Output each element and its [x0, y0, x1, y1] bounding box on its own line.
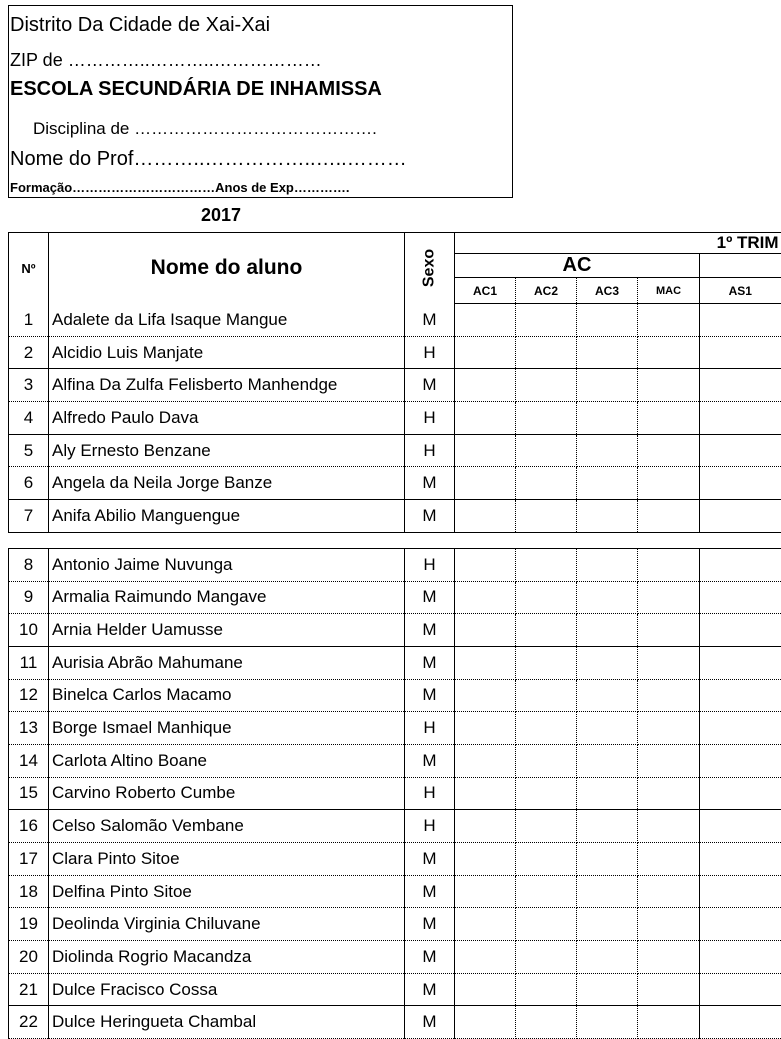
- grade-cell-ac3[interactable]: [577, 434, 638, 467]
- grade-cell-ac1[interactable]: [455, 744, 516, 777]
- grade-cell-ac1[interactable]: [455, 810, 516, 843]
- table-row: [9, 434, 781, 467]
- grade-cell-ac1[interactable]: [455, 1006, 516, 1039]
- grade-cell-ac1[interactable]: [455, 712, 516, 745]
- student-sex: H: [405, 434, 455, 467]
- grade-cell-mac[interactable]: [638, 777, 700, 810]
- student-sex: M: [405, 941, 455, 974]
- table-row: [9, 369, 781, 402]
- grade-cell-mac[interactable]: [638, 679, 700, 712]
- table-row: [9, 646, 781, 679]
- grade-cell-ac3[interactable]: [577, 941, 638, 974]
- row-number: 17: [9, 843, 49, 876]
- grade-cell-as1[interactable]: [700, 843, 781, 876]
- student-sex: M: [405, 973, 455, 1006]
- grade-cell-ac2[interactable]: [516, 810, 577, 843]
- grade-cell-ac3[interactable]: [577, 875, 638, 908]
- table-row: [9, 875, 781, 908]
- grade-cell-as1[interactable]: [700, 744, 781, 777]
- grade-cell-ac1[interactable]: [455, 679, 516, 712]
- row-number: 11: [9, 646, 49, 679]
- table-row: [9, 744, 781, 777]
- grade-cell-mac[interactable]: [638, 402, 700, 435]
- training-line: Formação……………………………Anos de Exp………….: [10, 180, 350, 195]
- grade-cell-ac3[interactable]: [577, 679, 638, 712]
- student-name: Anifa Abilio Manguengue: [49, 500, 405, 533]
- district-line: Distrito Da Cidade de Xai-Xai: [10, 14, 271, 36]
- grade-cell-ac3[interactable]: [577, 777, 638, 810]
- grade-cell-ac3[interactable]: [577, 810, 638, 843]
- grade-cell-ac1[interactable]: [455, 973, 516, 1006]
- year-label: 2017: [201, 205, 242, 225]
- student-sex: M: [405, 843, 455, 876]
- grade-cell-ac3[interactable]: [577, 843, 638, 876]
- student-name: Dulce Heringueta Chambal: [49, 1006, 405, 1039]
- table-row: [9, 581, 781, 614]
- student-name: Aurisia Abrão Mahumane: [49, 646, 405, 679]
- student-name: Aly Ernesto Benzane: [49, 434, 405, 467]
- grade-cell-as1[interactable]: [700, 679, 781, 712]
- row-number: 3: [9, 369, 49, 402]
- student-sex: H: [405, 402, 455, 435]
- grade-cell-as1[interactable]: [700, 614, 781, 647]
- student-name: Alfina Da Zulfa Felisberto Manhendge: [49, 369, 405, 402]
- grade-cell-as1[interactable]: [700, 304, 781, 337]
- grade-cell-ac3[interactable]: [577, 712, 638, 745]
- grade-cell-ac1[interactable]: [455, 646, 516, 679]
- grade-cell-as1[interactable]: [700, 712, 781, 745]
- subcol-ac3: AC3: [577, 278, 638, 304]
- student-sex: M: [405, 467, 455, 500]
- grade-cell-ac2[interactable]: [516, 467, 577, 500]
- row-number: 13: [9, 712, 49, 745]
- table-row: [9, 467, 781, 500]
- grade-cell-mac[interactable]: [638, 614, 700, 647]
- grade-cell-as1[interactable]: [700, 402, 781, 435]
- student-sex: H: [405, 810, 455, 843]
- grade-cell-ac2[interactable]: [516, 581, 577, 614]
- grade-cell-ac3[interactable]: [577, 548, 638, 581]
- student-grades-table: [8, 232, 781, 1039]
- grade-cell-ac1[interactable]: [455, 941, 516, 974]
- student-name: Binelca Carlos Macamo: [49, 679, 405, 712]
- grade-cell-ac2[interactable]: [516, 646, 577, 679]
- student-name: Alcidio Luis Manjate: [49, 336, 405, 369]
- grade-cell-mac[interactable]: [638, 646, 700, 679]
- student-name: Clara Pinto Sitoe: [49, 843, 405, 876]
- grade-cell-as1[interactable]: [700, 336, 781, 369]
- grade-cell-ac2[interactable]: [516, 744, 577, 777]
- zip-line: ZIP de …………..………..………………: [10, 50, 322, 70]
- grade-cell-ac3[interactable]: [577, 744, 638, 777]
- row-number: 19: [9, 908, 49, 941]
- grade-cell-ac3[interactable]: [577, 1006, 638, 1039]
- grade-cell-as1[interactable]: [700, 467, 781, 500]
- grade-cell-mac[interactable]: [638, 941, 700, 974]
- student-name: Carlota Altino Boane: [49, 744, 405, 777]
- grade-cell-as1[interactable]: [700, 875, 781, 908]
- student-name: Dulce Fracisco Cossa: [49, 973, 405, 1006]
- row-number: 7: [9, 500, 49, 533]
- student-sex: H: [405, 712, 455, 745]
- grade-cell-ac3[interactable]: [577, 467, 638, 500]
- grade-cell-ac3[interactable]: [577, 304, 638, 337]
- grade-cell-as1[interactable]: [700, 548, 781, 581]
- grade-cell-ac2[interactable]: [516, 336, 577, 369]
- grade-cell-ac2[interactable]: [516, 614, 577, 647]
- row-number: 12: [9, 679, 49, 712]
- table-row: [9, 500, 781, 533]
- grade-cell-ac3[interactable]: [577, 336, 638, 369]
- grade-cell-ac3[interactable]: [577, 581, 638, 614]
- student-name: Adalete da Lifa Isaque Mangue: [49, 304, 405, 337]
- discipline-line: Disciplina de …………………………………….: [33, 119, 377, 138]
- row-number: 9: [9, 581, 49, 614]
- table-row: [9, 336, 781, 369]
- grade-cell-ac2[interactable]: [516, 500, 577, 533]
- table-row: [9, 843, 781, 876]
- grade-cell-ac2[interactable]: [516, 777, 577, 810]
- teacher-line: Nome do Prof………..……………..…..………: [10, 148, 407, 170]
- grade-cell-ac1[interactable]: [455, 875, 516, 908]
- student-sex: M: [405, 369, 455, 402]
- student-name: Armalia Raimundo Mangave: [49, 581, 405, 614]
- grade-cell-mac[interactable]: [638, 973, 700, 1006]
- table-row: [9, 973, 781, 1006]
- grade-cell-ac1[interactable]: [455, 402, 516, 435]
- table-row: [9, 712, 781, 745]
- grade-cell-ac2[interactable]: [516, 973, 577, 1006]
- grade-cell-mac[interactable]: [638, 1006, 700, 1039]
- table-row: [9, 777, 781, 810]
- student-sex: M: [405, 581, 455, 614]
- student-sex: M: [405, 304, 455, 337]
- grade-cell-ac2[interactable]: [516, 304, 577, 337]
- subcol-as1: AS1: [700, 278, 781, 304]
- grade-cell-ac2[interactable]: [516, 679, 577, 712]
- ac-group-header: AC: [455, 254, 700, 278]
- grade-cell-as1[interactable]: [700, 941, 781, 974]
- grade-cell-as1[interactable]: [700, 434, 781, 467]
- term-header: 1º TRIM: [455, 233, 781, 254]
- student-sex: M: [405, 500, 455, 533]
- student-name: Arnia Helder Uamusse: [49, 614, 405, 647]
- grade-cell-ac2[interactable]: [516, 908, 577, 941]
- grade-cell-as1[interactable]: [700, 1006, 781, 1039]
- student-sex: H: [405, 336, 455, 369]
- row-number: 22: [9, 1006, 49, 1039]
- student-sex: M: [405, 744, 455, 777]
- grade-cell-ac2[interactable]: [516, 941, 577, 974]
- table-row: [9, 304, 781, 337]
- row-number: 20: [9, 941, 49, 974]
- grade-cell-as1[interactable]: [700, 500, 781, 533]
- grade-cell-mac[interactable]: [638, 467, 700, 500]
- student-sex: M: [405, 614, 455, 647]
- grade-cell-mac[interactable]: [638, 843, 700, 876]
- student-sex: H: [405, 777, 455, 810]
- grade-cell-ac3[interactable]: [577, 500, 638, 533]
- grade-cell-ac3[interactable]: [577, 614, 638, 647]
- grade-cell-ac1[interactable]: [455, 777, 516, 810]
- row-gap: [9, 532, 781, 548]
- row-number: 16: [9, 810, 49, 843]
- grade-cell-ac2[interactable]: [516, 843, 577, 876]
- grade-cell-mac[interactable]: [638, 810, 700, 843]
- row-gap-cell: [9, 532, 781, 548]
- grade-cell-ac1[interactable]: [455, 434, 516, 467]
- grade-cell-ac1[interactable]: [455, 908, 516, 941]
- grade-cell-ac1[interactable]: [455, 500, 516, 533]
- row-number: 15: [9, 777, 49, 810]
- grade-cell-ac2[interactable]: [516, 1006, 577, 1039]
- grade-cell-mac[interactable]: [638, 548, 700, 581]
- col-name-header: Nome do aluno: [49, 233, 405, 304]
- grade-cell-mac[interactable]: [638, 908, 700, 941]
- col-sex-label: Sexo: [420, 249, 438, 288]
- grade-cell-ac2[interactable]: [516, 402, 577, 435]
- row-number: 6: [9, 467, 49, 500]
- grade-cell-ac3[interactable]: [577, 908, 638, 941]
- grade-cell-as1[interactable]: [700, 973, 781, 1006]
- grade-cell-ac2[interactable]: [516, 369, 577, 402]
- grade-cell-mac[interactable]: [638, 304, 700, 337]
- grade-cell-ac1[interactable]: [455, 304, 516, 337]
- table-row: [9, 614, 781, 647]
- student-sex: M: [405, 875, 455, 908]
- student-sex: M: [405, 679, 455, 712]
- row-number: 21: [9, 973, 49, 1006]
- grade-cell-as1[interactable]: [700, 810, 781, 843]
- row-number: 14: [9, 744, 49, 777]
- table-row: [9, 908, 781, 941]
- grade-cell-ac2[interactable]: [516, 712, 577, 745]
- grade-cell-ac1[interactable]: [455, 369, 516, 402]
- grade-cell-ac3[interactable]: [577, 646, 638, 679]
- grade-cell-as1[interactable]: [700, 777, 781, 810]
- grade-cell-ac2[interactable]: [516, 548, 577, 581]
- student-name: Diolinda Rogrio Macandza: [49, 941, 405, 974]
- grade-cell-ac1[interactable]: [455, 467, 516, 500]
- grade-cell-ac1[interactable]: [455, 548, 516, 581]
- grade-cell-mac[interactable]: [638, 434, 700, 467]
- subcol-mac: MAC: [638, 278, 700, 304]
- school-name: ESCOLA SECUNDÁRIA DE INHAMISSA: [10, 78, 382, 100]
- table-row: [9, 1006, 781, 1039]
- grade-cell-ac2[interactable]: [516, 434, 577, 467]
- grade-cell-ac1[interactable]: [455, 336, 516, 369]
- grade-cell-as1[interactable]: [700, 369, 781, 402]
- row-number: 1: [9, 304, 49, 337]
- grade-cell-ac1[interactable]: [455, 843, 516, 876]
- grade-cell-ac3[interactable]: [577, 973, 638, 1006]
- grade-cell-mac[interactable]: [638, 336, 700, 369]
- grade-cell-mac[interactable]: [638, 712, 700, 745]
- grade-cell-as1[interactable]: [700, 908, 781, 941]
- student-name: Carvino Roberto Cumbe: [49, 777, 405, 810]
- student-name: Celso Salomão Vembane: [49, 810, 405, 843]
- grade-cell-mac[interactable]: [638, 875, 700, 908]
- subcol-ac2: AC2: [516, 278, 577, 304]
- row-number: 8: [9, 548, 49, 581]
- row-number: 5: [9, 434, 49, 467]
- grade-cell-as1[interactable]: [700, 581, 781, 614]
- student-sex: H: [405, 548, 455, 581]
- col-sex-header: [405, 233, 455, 304]
- row-number: 4: [9, 402, 49, 435]
- col-number-header: Nº: [9, 233, 49, 304]
- student-name: Delfina Pinto Sitoe: [49, 875, 405, 908]
- grade-cell-ac2[interactable]: [516, 875, 577, 908]
- subcol-ac1: AC1: [455, 278, 516, 304]
- table-row: [9, 679, 781, 712]
- grade-cell-ac1[interactable]: [455, 581, 516, 614]
- table-row: [9, 810, 781, 843]
- table-row: [9, 548, 781, 581]
- student-name: Borge Ismael Manhique: [49, 712, 405, 745]
- grade-cell-mac[interactable]: [638, 369, 700, 402]
- grade-cell-ac3[interactable]: [577, 369, 638, 402]
- grade-cell-as1[interactable]: [700, 646, 781, 679]
- row-number: 10: [9, 614, 49, 647]
- row-number: 18: [9, 875, 49, 908]
- student-name: Antonio Jaime Nuvunga: [49, 548, 405, 581]
- student-sex: M: [405, 646, 455, 679]
- student-name: Angela da Neila Jorge Banze: [49, 467, 405, 500]
- grade-cell-mac[interactable]: [638, 581, 700, 614]
- as-group-header: [700, 254, 781, 278]
- grade-cell-mac[interactable]: [638, 500, 700, 533]
- table-row: [9, 402, 781, 435]
- row-number: 2: [9, 336, 49, 369]
- student-name: Deolinda Virginia Chiluvane: [49, 908, 405, 941]
- student-name: Alfredo Paulo Dava: [49, 402, 405, 435]
- school-header-box: [8, 5, 513, 198]
- grade-cell-ac1[interactable]: [455, 614, 516, 647]
- grade-cell-ac3[interactable]: [577, 402, 638, 435]
- grade-cell-mac[interactable]: [638, 744, 700, 777]
- student-sex: M: [405, 1006, 455, 1039]
- student-sex: M: [405, 908, 455, 941]
- table-row: [9, 941, 781, 974]
